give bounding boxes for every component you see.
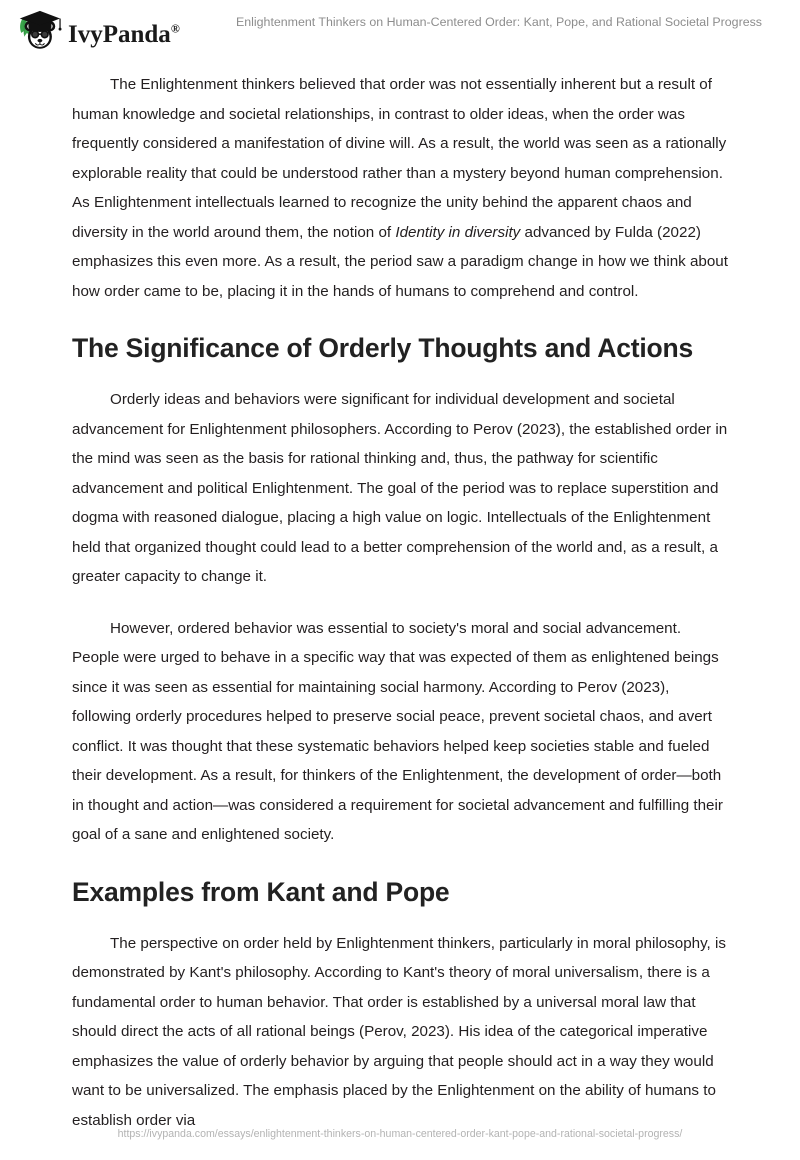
paragraph-2: Orderly ideas and behaviors were significant for individual development and societal advancement for Enlightenment philosophers. According to Perov (2023), the established order in the mind was seen as the basis for rational thinking and, thus, the pathway for scientific advancement and political Enlightenment. The goal of the period was to replace superstition and dogma with reasoned dialogue, placing a high value on logic. Intellectuals of the Enlightenment held that organized thought could lead to a better comprehension of the world and, as a result, a greater capacity to change it. (72, 391, 728, 585)
paragraph-1-text-b: advanced by Fulda (2022) emphasizes this even more. As a result, the period saw a paradigm change in how we think about how order came to be, placing it in the hands of humans to comprehend and control. (72, 223, 728, 300)
paragraph-1 (72, 70, 728, 306)
paragraph-1-text-a: The Enlightenment thinkers believed that order was not essentially inherent but a result of human knowledge and societal relationships, in contrast to older ideas, when the order was frequently considered a manifestation of divine will. As a result, the world was seen as a rationally explorable reality that could be understood rather than a mystery beyond human comprehension. As Enlightenment intellectuals learned to recognize the unity behind the apparent chaos and diversity in the world around them, the notion of (72, 76, 727, 241)
paragraph-4: The perspective on order held by Enlightenment thinkers, particularly in moral philosophy, is demonstrated by Kant's philosophy. According to Kant's theory of moral universalism, there is a fundamental order to human behavior. That order is established by a universal moral law that should direct the acts of all rational beings (Perov, 2023). His idea of the categorical imperative emphasizes the value of orderly behavior by arguing that people should act in a way they would want to be universalized. The emphasis placed by the Enlightenment on the ability of humans to establish order via (72, 934, 726, 1129)
brand-name-text: IvyPanda (68, 20, 171, 48)
footer-source-url[interactable]: https://ivypanda.com/essays/enlightenment-thinkers-on-human-centered-order-kant-pope-and-rational-societal-progress/ (117, 1128, 683, 1140)
registered-trademark-symbol: ® (170, 21, 180, 36)
paragraph-1-italic-term: Identity in diversity (395, 223, 521, 241)
panda-graduation-cap-icon (14, 8, 62, 54)
paragraph-3: However, ordered behavior was essential to society's moral and social advancement. People were urged to behave in a specific way that was expected of them as enlightened beings since it was seen as essential for maintaining social harmony. According to Perov (2023), following orderly procedures helped to preserve social peace, prevent societal chaos, and avert conflict. It was thought that these systematic behaviors helped keep societies stable and fueled their development. As a result, for thinkers of the Enlightenment, the development of order—both in thought and action—was considered a requirement for societal advancement and fulfilling their goal of a sane and enlightened society. (72, 619, 723, 843)
section-heading-significance: The Significance of Orderly Thoughts and Actions (72, 333, 694, 363)
section-heading-examples: Examples from Kant and Pope (72, 876, 450, 907)
brand-logo-link[interactable] (14, 8, 180, 54)
document-header-title: Enlightenment Thinkers on Human-Centered Order: Kant, Pope, and Rational Societal Progress (236, 15, 762, 29)
page-header (0, 0, 800, 62)
page-footer (0, 1124, 800, 1142)
document-body (72, 70, 728, 1157)
brand-name (68, 22, 180, 47)
